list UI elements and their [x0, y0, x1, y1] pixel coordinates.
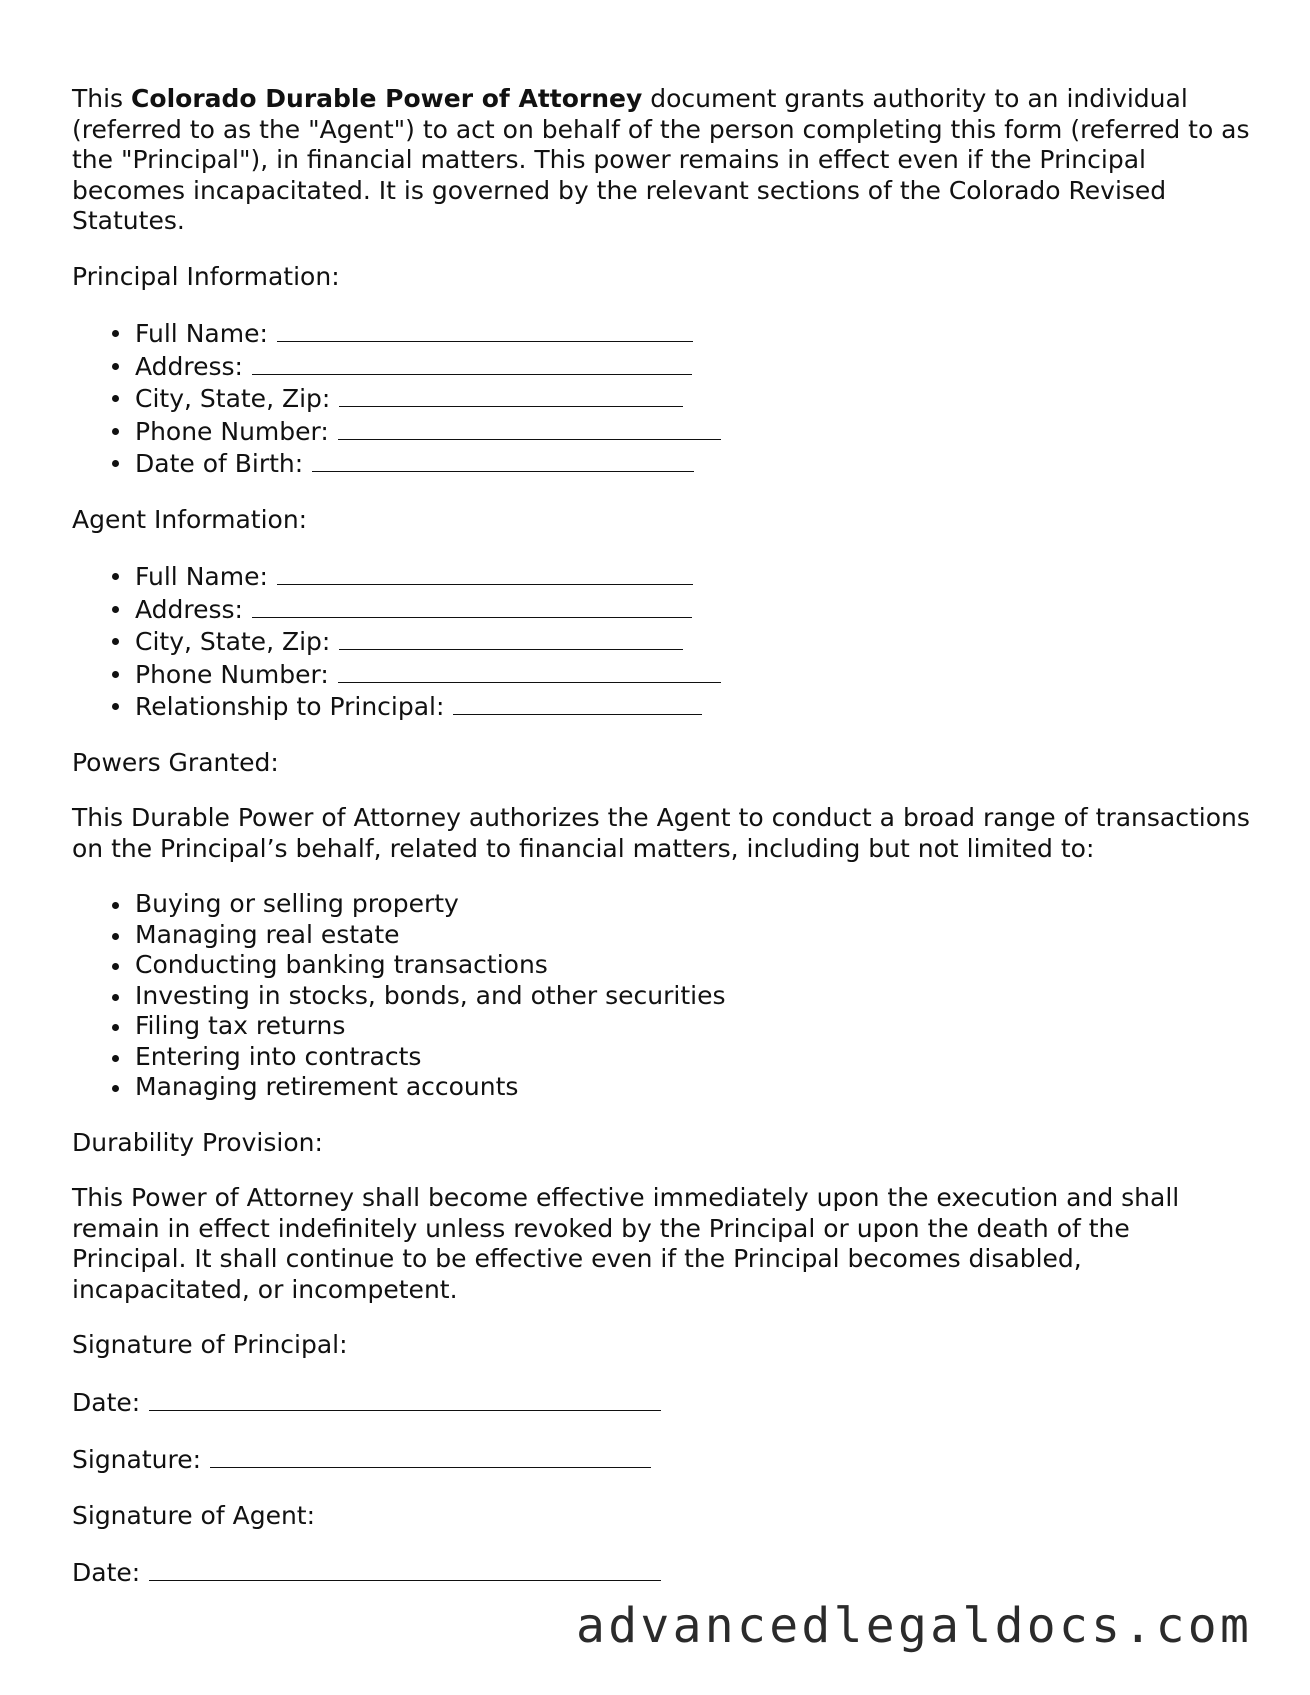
durability-text: This Power of Attorney shall become effective immediately upon the execution and shall remain in effect indefinitely unless revoked by the Principal or upon the death of the Principal. It shall continue to be effective even if the Principal becomes disabled, incapacitated, or incompetent.	[72, 1183, 1180, 1304]
agent-phone-field[interactable]	[338, 658, 721, 683]
intro-body: document grants authority to an individual (referred to as the "Agent") to act on behalf of the person completing this form (referred to as the "Principal"), in financial matters. This power remains in effect even if the Principal becomes incapacitated. It is governed by the relevant sections of the Colorado Revised Statutes.	[72, 84, 1250, 235]
principal-full-name-field[interactable]	[277, 317, 693, 342]
list-item	[135, 350, 1252, 383]
principal-date-line	[72, 1386, 1252, 1419]
principal-signature-label: Signature:	[72, 1445, 202, 1474]
principal-date-of-birth-label: Date of Birth:	[135, 449, 304, 478]
list-item	[135, 658, 1252, 691]
list-item	[135, 560, 1252, 593]
principal-full-name-label: Full Name:	[135, 319, 268, 348]
principal-address-field[interactable]	[252, 350, 692, 375]
principal-phone-label: Phone Number:	[135, 416, 329, 446]
principal-date-of-birth-field[interactable]	[312, 447, 694, 472]
principal-address-label: Address:	[135, 351, 243, 381]
agent-relationship-label: Relationship to Principal:	[135, 692, 445, 721]
agent-date-label: Date:	[72, 1558, 141, 1587]
agent-city-state-zip-field[interactable]	[339, 625, 683, 650]
list-item: Filing tax returns	[135, 1011, 1252, 1042]
list-item	[135, 415, 1252, 448]
list-item: Investing in stocks, bonds, and other securities	[135, 981, 1252, 1012]
watermark-text: advancedlegaldocs.com	[576, 1598, 1253, 1654]
list-item	[135, 593, 1252, 626]
agent-phone-label: Phone Number:	[135, 659, 329, 689]
list-item	[135, 382, 1252, 415]
principal-date-label: Date:	[72, 1387, 141, 1417]
agent-info-list	[72, 560, 1252, 723]
principal-city-state-zip-label: City, State, Zip:	[135, 384, 331, 413]
agent-signature-heading: Signature of Agent:	[72, 1500, 316, 1530]
list-item	[135, 690, 1252, 723]
principal-signature-field[interactable]	[210, 1443, 651, 1468]
principal-phone-field[interactable]	[338, 415, 721, 440]
principal-info-list	[72, 317, 1252, 480]
agent-date-line	[72, 1556, 1252, 1589]
intro-prefix: This	[72, 84, 132, 113]
agent-address-label: Address:	[135, 594, 243, 624]
list-item	[135, 625, 1252, 658]
agent-relationship-field[interactable]	[453, 690, 702, 715]
intro-paragraph	[72, 84, 1252, 237]
agent-city-state-zip-label: City, State, Zip:	[135, 627, 331, 656]
list-item	[135, 447, 1252, 480]
powers-heading: Powers Granted:	[72, 747, 279, 777]
agent-full-name-field[interactable]	[277, 560, 693, 585]
agent-address-field[interactable]	[252, 593, 692, 618]
document-body	[72, 84, 1252, 1589]
list-item	[135, 317, 1252, 350]
agent-full-name-label: Full Name:	[135, 562, 268, 591]
agent-date-field[interactable]	[149, 1556, 661, 1581]
list-item: Managing retirement accounts	[135, 1072, 1252, 1103]
list-item: Entering into contracts	[135, 1042, 1252, 1073]
principal-info-heading: Principal Information:	[72, 261, 340, 291]
document-title: Colorado Durable Power of Attorney	[131, 84, 643, 113]
list-item: Buying or selling property	[135, 889, 1252, 920]
principal-signature-heading: Signature of Principal:	[72, 1330, 348, 1359]
powers-list	[72, 889, 1252, 1103]
list-item: Managing real estate	[135, 920, 1252, 951]
powers-intro: This Durable Power of Attorney authorizes the Agent to conduct a broad range of transactions on the Principal’s behalf, related to financial matters, including but not limited to:	[72, 803, 1250, 863]
durability-heading: Durability Provision:	[72, 1127, 323, 1157]
list-item: Conducting banking transactions	[135, 950, 1252, 981]
principal-city-state-zip-field[interactable]	[339, 382, 683, 407]
principal-date-field[interactable]	[149, 1386, 661, 1411]
agent-info-heading: Agent Information:	[72, 504, 308, 534]
principal-signature-line	[72, 1443, 1252, 1476]
